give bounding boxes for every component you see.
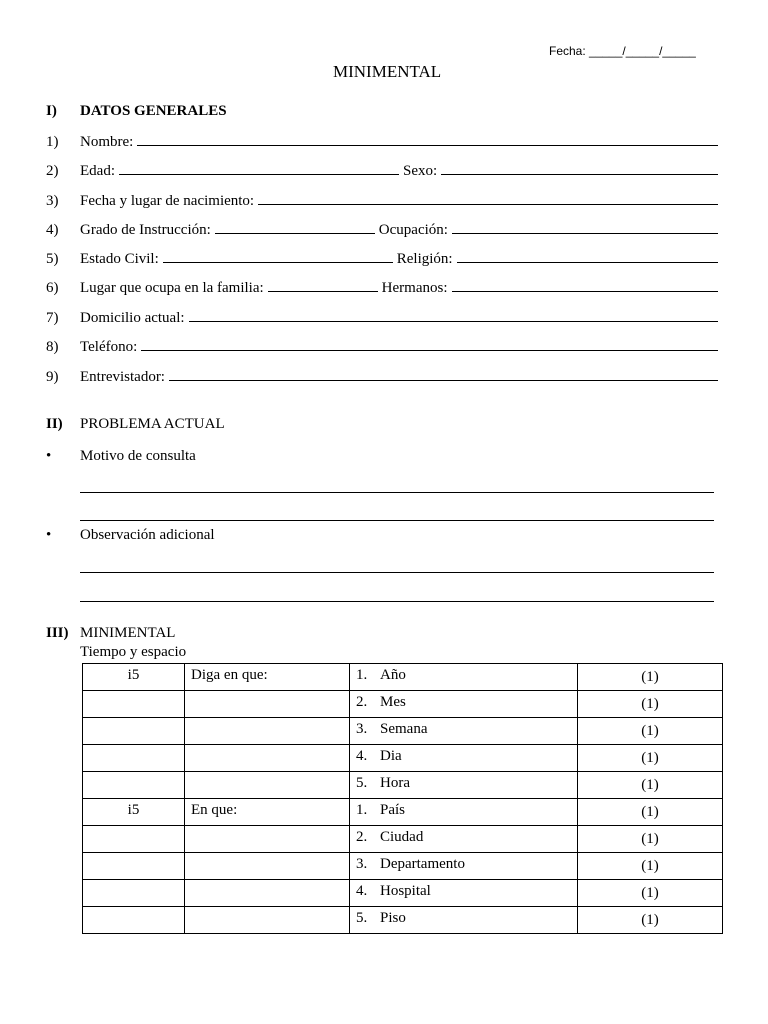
item-label: País — [380, 802, 406, 818]
field-line-ocupacion[interactable] — [452, 221, 718, 234]
table-row — [83, 772, 723, 799]
item-code-cell: i5 — [83, 664, 185, 691]
item-number: 1. — [356, 667, 368, 683]
table-row — [83, 853, 723, 880]
section-1-number: I) — [46, 103, 57, 119]
field-line-domicilio[interactable] — [189, 309, 718, 322]
item-label: Año — [380, 667, 406, 683]
prompt-cell: En que: — [185, 799, 350, 826]
item-cell — [350, 772, 578, 799]
item-label: Semana — [380, 721, 428, 737]
item-cell — [350, 664, 578, 691]
row-number: 1) — [46, 134, 59, 150]
minimental-table — [82, 663, 723, 934]
item-code-cell — [83, 772, 185, 799]
item-code-cell — [83, 691, 185, 718]
field-label-nombre: Nombre: — [80, 134, 134, 150]
prompt-cell — [185, 880, 350, 907]
item-cell — [350, 853, 578, 880]
item-number: 2. — [356, 829, 368, 845]
row-number: 7) — [46, 310, 59, 326]
item-code-cell — [83, 880, 185, 907]
item-cell — [350, 691, 578, 718]
bullet-icon: • — [46, 527, 52, 543]
item-number: 1. — [356, 802, 368, 818]
item-code-cell — [83, 826, 185, 853]
item-cell — [350, 745, 578, 772]
section-2-heading — [46, 416, 225, 433]
score-cell[interactable]: (1) — [578, 691, 723, 718]
field-line-nombre[interactable] — [137, 133, 718, 146]
prompt-cell — [185, 826, 350, 853]
field-line-telefono[interactable] — [141, 338, 718, 351]
field-line-hermanos[interactable] — [452, 279, 719, 292]
field-row-edad-sexo — [46, 162, 722, 182]
prompt-cell — [185, 691, 350, 718]
page-title: MINIMENTAL — [333, 62, 442, 81]
observacion-line-2[interactable] — [80, 601, 714, 602]
score-cell[interactable]: (1) — [578, 718, 723, 745]
field-row-entrevistador — [46, 368, 722, 388]
item-label: Departamento — [380, 856, 465, 872]
field-line-instruccion[interactable] — [215, 221, 375, 234]
observacion-adicional-label: Observación adicional — [80, 527, 215, 543]
field-label-edad: Edad: — [80, 163, 115, 179]
table-row — [83, 799, 723, 826]
field-label-hermanos: Hermanos: — [381, 280, 448, 296]
section-3-title: MINIMENTAL — [80, 625, 176, 641]
prompt-cell — [185, 772, 350, 799]
field-label-entrevistador: Entrevistador: — [80, 369, 165, 385]
field-label-telefono: Teléfono: — [80, 339, 138, 355]
motivo-consulta-line-1[interactable] — [80, 492, 714, 493]
field-label-domicilio: Domicilio actual: — [80, 310, 185, 326]
date-field-label: Fecha: _____/_____/_____ — [549, 44, 696, 58]
item-label: Hora — [380, 775, 410, 791]
section-3-number: III) — [46, 625, 69, 641]
row-number: 4) — [46, 222, 59, 238]
field-line-sexo[interactable] — [441, 162, 718, 175]
score-cell[interactable]: (1) — [578, 880, 723, 907]
motivo-consulta-label: Motivo de consulta — [80, 448, 196, 464]
field-label-sexo: Sexo: — [403, 163, 438, 179]
item-label: Dia — [380, 748, 402, 764]
item-code-cell — [83, 718, 185, 745]
score-cell[interactable]: (1) — [578, 826, 723, 853]
item-number: 2. — [356, 694, 368, 710]
prompt-cell — [185, 718, 350, 745]
score-cell[interactable]: (1) — [578, 799, 723, 826]
row-number: 2) — [46, 163, 59, 179]
item-label: Mes — [380, 694, 406, 710]
field-label-ocupacion: Ocupación: — [378, 222, 448, 238]
row-number: 8) — [46, 339, 59, 355]
item-number: 3. — [356, 856, 368, 872]
item-number: 4. — [356, 748, 368, 764]
item-label: Ciudad — [380, 829, 424, 845]
field-label-lugar-familia: Lugar que ocupa en la familia: — [80, 280, 264, 296]
section-3-heading — [46, 625, 175, 642]
item-code-cell: i5 — [83, 799, 185, 826]
item-label: Hospital — [380, 883, 431, 899]
item-code-cell — [83, 745, 185, 772]
field-row-nacimiento — [46, 192, 722, 212]
field-line-religion[interactable] — [457, 250, 718, 263]
section-3-subtitle: Tiempo y espacio — [80, 644, 187, 660]
field-row-nombre — [46, 133, 722, 153]
score-cell[interactable]: (1) — [578, 664, 723, 691]
row-number: 3) — [46, 193, 59, 209]
score-cell[interactable]: (1) — [578, 745, 723, 772]
table-row — [83, 907, 723, 934]
item-number: 4. — [356, 883, 368, 899]
row-number: 6) — [46, 280, 59, 296]
item-number: 5. — [356, 910, 368, 926]
field-row-domicilio — [46, 309, 722, 329]
table-row — [83, 880, 723, 907]
motivo-consulta-line-2[interactable] — [80, 520, 714, 521]
field-label-religion: Religión: — [396, 251, 453, 267]
score-cell[interactable]: (1) — [578, 853, 723, 880]
section-2-title: PROBLEMA ACTUAL — [80, 416, 225, 432]
prompt-cell: Diga en que: — [185, 664, 350, 691]
field-label-nacimiento: Fecha y lugar de nacimiento: — [80, 193, 255, 209]
field-line-nacimiento[interactable] — [258, 192, 718, 205]
field-line-lugar-familia[interactable] — [268, 279, 378, 292]
item-cell — [350, 718, 578, 745]
item-cell — [350, 826, 578, 853]
field-line-edad[interactable] — [119, 162, 399, 175]
row-number: 9) — [46, 369, 59, 385]
section-1-heading — [46, 103, 227, 120]
table-row — [83, 664, 723, 691]
score-cell[interactable]: (1) — [578, 772, 723, 799]
field-label-estado-civil: Estado Civil: — [80, 251, 159, 267]
field-line-estado-civil[interactable] — [163, 250, 393, 263]
item-cell — [350, 880, 578, 907]
prompt-cell — [185, 745, 350, 772]
item-label: Piso — [380, 910, 406, 926]
field-line-entrevistador[interactable] — [169, 368, 718, 381]
field-row-telefono — [46, 338, 722, 358]
table-row — [83, 826, 723, 853]
section-2-number: II) — [46, 416, 63, 432]
section-1-title: DATOS GENERALES — [80, 103, 227, 119]
table-row — [83, 718, 723, 745]
prompt-cell — [185, 907, 350, 934]
field-label-instruccion: Grado de Instrucción: — [80, 222, 211, 238]
field-row-familia-hermanos — [46, 279, 722, 299]
item-code-cell — [83, 907, 185, 934]
table-row — [83, 691, 723, 718]
field-row-instruccion-ocupacion — [46, 221, 722, 241]
table-row — [83, 745, 723, 772]
item-cell — [350, 907, 578, 934]
item-code-cell — [83, 853, 185, 880]
prompt-cell — [185, 853, 350, 880]
score-cell[interactable]: (1) — [578, 907, 723, 934]
field-row-civil-religion — [46, 250, 722, 270]
row-number: 5) — [46, 251, 59, 267]
bullet-icon: • — [46, 448, 52, 464]
observacion-line-1[interactable] — [80, 572, 714, 573]
item-number: 3. — [356, 721, 368, 737]
item-cell — [350, 799, 578, 826]
item-number: 5. — [356, 775, 368, 791]
